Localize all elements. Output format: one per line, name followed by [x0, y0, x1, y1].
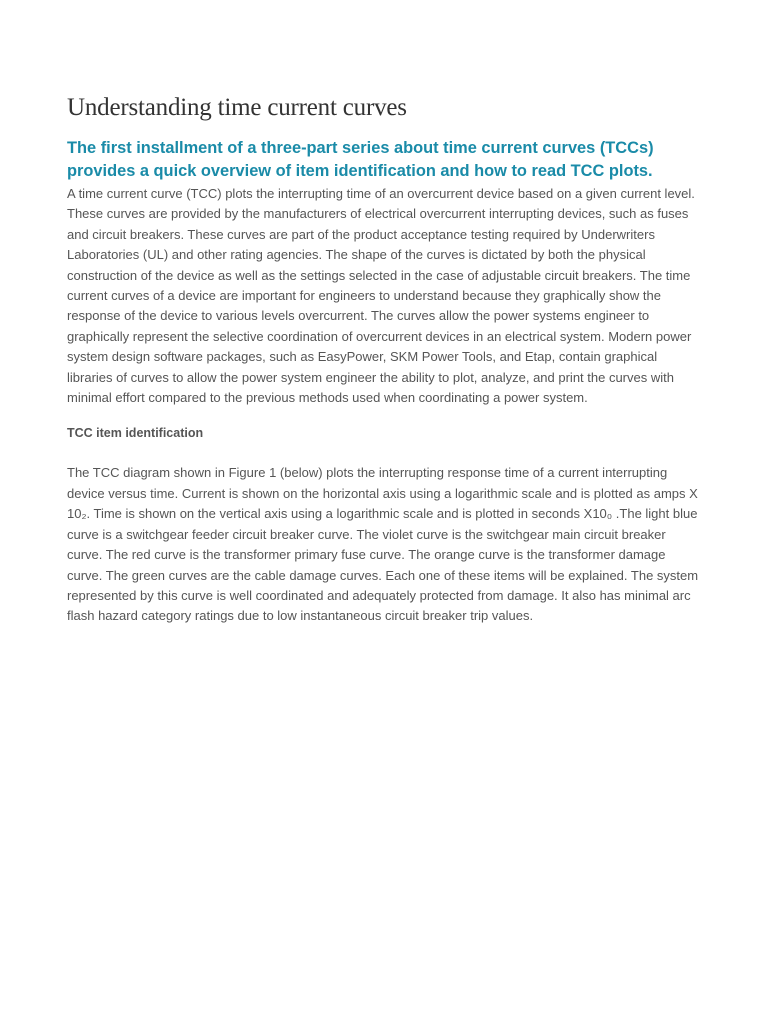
section-heading: TCC item identification	[67, 426, 204, 441]
article-subtitle: The first installment of a three-part series about time current curves (TCCs) provides a quick overview of item identification and how to read TCC plots.	[67, 139, 654, 180]
paragraph-tcc-item-identification: The TCC diagram shown in Figure 1 (below) plots the interrupting response time of a current interrupting device versus time. Current is shown on the horizontal axis using a logarithmic scale and is plotted as amps X 10₂. Time is shown on the vertical axis using a logarithmic scale and is plotted in seconds X10₀ .The light blue curve is a switchgear feeder circuit breaker curve. The violet curve is the switchgear main circuit breaker curve. The red curve is the transformer primary fuse curve. The orange curve is the transformer damage curve. The green curves are the cable damage curves. Each one of these items will be explained. The system represented by this curve is well coordinated and adequately protected from damage. It also has minimal arc flash hazard category ratings due to low instantaneous circuit breaker trip values.	[67, 465, 699, 624]
paragraph-intro: A time current curve (TCC) plots the interrupting time of an overcurrent device based on a given current level. These curves are provided by the manufacturers of electrical overcurrent interrupting devices, such as fuses and circuit breakers. These curves are part of the product acceptance testing required by Underwriters Laboratories (UL) and other rating agencies. The shape of the curves is dictated by both the physical construction of the device as well as the settings selected in the case of adjustable circuit breakers. The time current curves of a device are important for engineers to understand because they graphically show the response of the device to various levels overcurrent. The curves allow the power systems engineer to graphically represent the selective coordination of overcurrent devices in an electrical system. Modern power system design software packages, such as EasyPower, SKM Power Tools, and Etap, contain graphical libraries of curves to allow the power system engineer the ability to plot, analyze, and print the curves with minimal effort compared to the previous methods used when coordinating a power system.	[67, 186, 695, 406]
article-title: Understanding time current curves	[67, 94, 407, 121]
article	[67, 92, 703, 627]
